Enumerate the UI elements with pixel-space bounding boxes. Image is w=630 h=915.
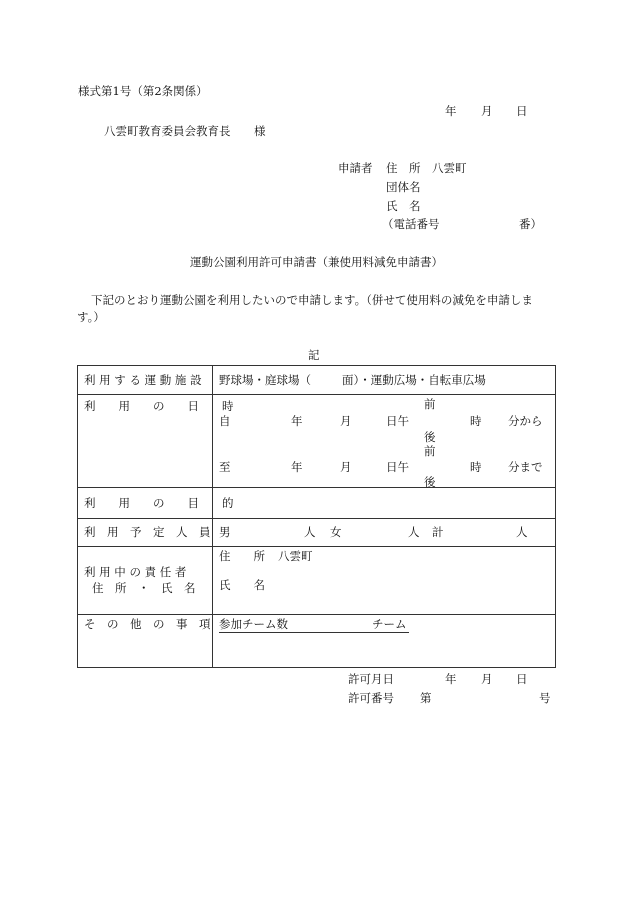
responsible-address-value: 八雲町 [278,549,313,563]
permit-dai: 第 [420,691,432,705]
facility-value-a: 野球場・庭球場（ [219,373,311,387]
to-minute: 分まで [508,460,543,474]
applicant-phone-open: （電話番号 [382,217,440,231]
datetime-label: 利 用 の 日 時 [84,399,234,413]
from-zen: 前 [424,397,436,411]
to-go: 後 [424,475,436,489]
to-month: 月 [340,460,352,474]
applicant-phone-close: 番） [519,217,542,231]
female-unit: 人 [408,525,420,539]
people-label: 利 用 予 定 人 員 [84,525,211,539]
permit-year: 年 [445,672,457,686]
permit-day: 日 [516,672,528,686]
form-title: 運動公園利用許可申請書（兼使用料減免申請書） [190,255,443,269]
to-zen: 前 [424,444,436,458]
male-label: 男 [219,525,231,539]
intro-line-1: 下記のとおり運動公園を利用したいので申請します。（併せて使用料の減免を申請しま [91,293,533,307]
teams-underline [219,632,409,633]
responsible-label-1: 利 用 中 の 責 任 者 [84,565,187,579]
to-year: 年 [291,460,303,474]
purpose-label: 利 用 の 目 的 [84,496,234,510]
permit-go: 号 [539,691,551,705]
permit-date-label: 許可月日 [348,672,394,686]
row-divider [78,546,555,547]
other-label: そ の 他 の 事 項 [84,617,211,631]
from-day-am: 日午 [386,414,409,428]
teams-unit: チーム [372,617,407,631]
applicant-group-label: 団体名 [386,180,421,194]
from-minute: 分から [508,414,543,428]
total-label: 計 [432,525,444,539]
permit-month: 月 [481,672,493,686]
application-table [77,365,556,668]
responsible-address-label: 住 所 [219,549,265,563]
date-day: 日 [516,104,528,118]
from-go: 後 [424,430,436,444]
to-hour: 時 [470,460,482,474]
form-number: 様式第1号（第2条関係） [78,84,208,98]
to-label: 至 [219,460,231,474]
ki-label: 記 [308,348,320,362]
permit-number-label: 許可番号 [348,691,394,705]
row-divider [78,394,555,395]
responsible-name-label: 氏 名 [219,578,265,592]
intro-line-2: す。） [77,310,105,324]
facility-value-b: 面）・運動広場・自転車広場 [342,373,486,387]
total-unit: 人 [516,525,528,539]
to-day-am: 日午 [386,460,409,474]
teams-label: 参加チーム数 [219,617,288,631]
applicant-name-label: 氏 名 [386,199,421,213]
date-month: 月 [481,104,493,118]
date-year: 年 [445,104,457,118]
row-divider [78,487,555,488]
row-divider [78,518,555,519]
facility-label: 利 用 す る 運 動 施 設 [84,373,202,387]
applicant-address-label: 住 所 [386,161,421,175]
addressee: 八雲町教育委員会教育長 [104,124,231,138]
from-year: 年 [291,414,303,428]
female-label: 女 [330,525,342,539]
applicant-label: 申請者 [338,161,373,175]
from-label: 自 [219,414,231,428]
applicant-address-value: 八雲町 [432,161,467,175]
from-hour: 時 [470,414,482,428]
responsible-label-2: 住 所 ・ 氏 名 [92,581,196,595]
honorific: 様 [254,124,266,138]
row-divider [78,614,555,615]
male-unit: 人 [304,525,316,539]
from-month: 月 [340,414,352,428]
